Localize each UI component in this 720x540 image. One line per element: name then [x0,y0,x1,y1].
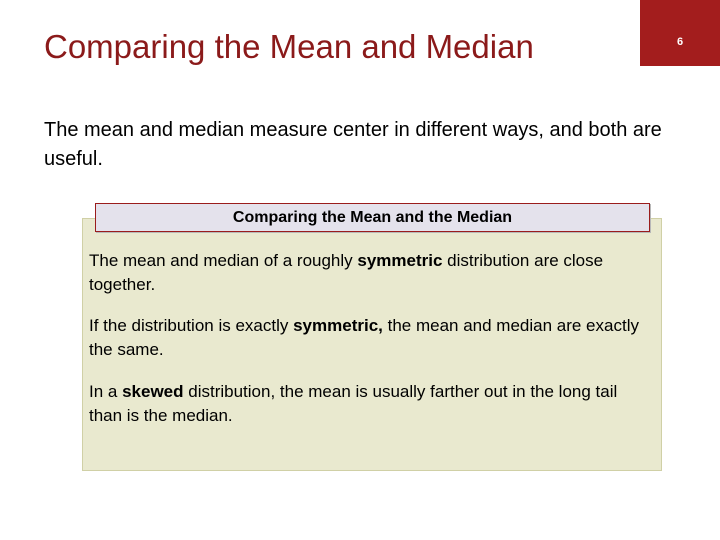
p2-emphasis: symmetric, [293,316,383,335]
summary-paragraph-2 [89,314,654,362]
p2-text-a: If the distribution is exactly [89,316,294,335]
p3-emphasis: skewed [122,382,184,401]
slide-title: Comparing the Mean and Median [44,28,534,65]
p1-text-c: distribution are close together. [89,251,604,294]
page-number-badge [640,0,720,66]
page-number: 6 [676,36,684,48]
intro-text: The mean and median measure center in different ways, and both are useful. [44,119,662,170]
summary-box-header: Comparing the Mean and the Median [95,203,650,232]
summary-paragraph-1 [89,249,654,297]
p2-text-c: the mean and median are exactly the same. [89,316,639,359]
p1-emphasis: symmetric [357,251,443,270]
p3-text-c: distribution, the mean is usually farther out in the long tail than is the median. [89,382,618,425]
summary-paragraph-3 [89,380,654,428]
p1-text-a: The mean and median of a roughly [89,251,358,270]
p3-text-a: In a [89,382,123,401]
